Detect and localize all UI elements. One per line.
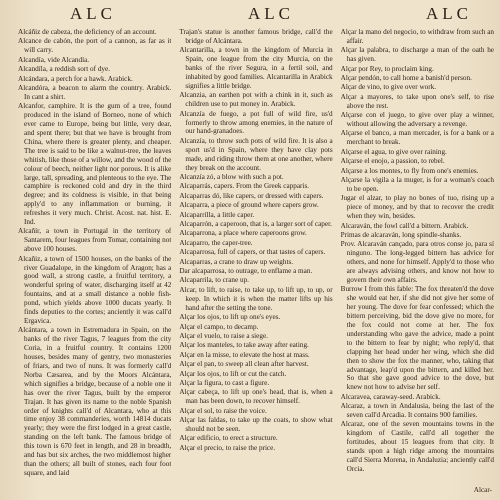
dictionary-entry: Alcanfor, camphire. It is the gum of a tree, found produced in the island of Borneo, none of which ever came to Europe, being but little, very dear, and spent there; but that we have is brought from China, where there is greater plenty, and cheaper. The tree is said to be like a walnut-tree, the leaves whitish, like those of a willow, and the wood of the colour of beech, neither light nor porous. It is alike large, tall, spreading, and plenteous to the eye. The camphire is reckoned cold and dry in the third degree; and its coldness is visible, in that being apply'd to any inflammation or burning, it refreshes it very much. Christ. Acost. nat. hist. E. Ind. xyxy=(18,102,172,227)
column-2 xyxy=(179,28,332,490)
dictionary-entry: Alçarse el banco, a man mercader, is for a bank or a merchant to break. xyxy=(340,129,494,147)
dictionary-entry: Alcaparrila, to crane up. xyxy=(179,276,249,285)
dictionary-entry: Alçar el precio, to raise the price. xyxy=(179,443,276,452)
dictionary-entry: Alcaparras dó, like capers, or dressed with capers. xyxy=(179,191,324,200)
dictionary-entry: Alçar los manteles, to take away after eating. xyxy=(179,341,309,350)
dictionary-entry: Alcañír, a town in Portugal in the territory of Santarem, four leagues from Tomar, containing not above 100 houses. xyxy=(18,227,172,254)
dictionary-entry: Alçar pendón, to call home a banish'd person. xyxy=(340,74,472,83)
dictionary-entry: Alçar los ojos, to lift or cut the catch. xyxy=(179,369,287,378)
dictionary-entry: Alcanzía zó, a blow with such a pot. xyxy=(179,173,284,181)
text-columns xyxy=(0,28,500,490)
dictionary-entry: Alçar las faldas, to take up the coats, to show what should not be seen. xyxy=(179,416,333,433)
dictionary-entry: Alçar el pan, to sweep all clean after harvest. xyxy=(179,360,309,369)
dictionary-entry: Alçarse con el juego, to give over play a winner, without allowing the adversary a revenge. xyxy=(340,111,494,129)
dictionary-entry: Alcandía, vide Alcandía. xyxy=(18,55,90,64)
dictionary-entry: Alçar a mayores, to take upon one's self, to rise above the rest. xyxy=(340,92,494,110)
dictionary-entry: Dar alcaparrosa, to outrage, to enflame a man. xyxy=(179,267,313,276)
dictionary-entry: Alcantarilla, a town in the kingdom of Murcia in Spain, one league from the city Murcia, on the banks of the river Segura, in a fertil soil, and inhabited by good families. Alcantarilla in Arabick signifies a little bridge. xyxy=(179,46,333,90)
dictionary-entry: Alçar en la misse, to elevate the host at mass. xyxy=(179,350,310,359)
dictionary-entry: Alçar cabeça, to lift up one's head, that is, when a man has been down, to recover himself. xyxy=(179,388,333,406)
dictionary-entry: Alçar la palabra, to discharge a man of the oath he has given. xyxy=(340,46,494,64)
dictionary-entry: Burrow I from this fable: The fox threaten'd the dove she would eat her, if she did not give her some of her young. The dove for fear confessed; which the bittern perceiving, bid the dove give no more, for the fox could not come at her. The fox understanding who gave the advice, made a point to the bittern to fear by night; who reply'd, that clapping her head under her wing, which she did then to show the fox the manner, who, taking that advantage, leap'd upon the bittern, and killed her. So that she gave good advice to the dove, but knew not how to advise her self. xyxy=(340,285,494,392)
dictionary-entry: Alcar, to lift, to raise, to take up, to lift up, to up, or keep. In which it is when the matter lifts up his hand after the setting the tone. xyxy=(179,285,333,312)
header-right: ALC xyxy=(426,4,472,23)
dictionary-entry: Alçarse el enojo, a passion, to rebel. xyxy=(340,157,445,166)
dictionary-entry: Alcaraván, the fowl call'd a bittern. Arabick. xyxy=(340,221,469,230)
dictionary-entry: Alcandíla, a reddish sort of dye. xyxy=(18,65,111,74)
header-center: ALC xyxy=(248,4,294,23)
dictionary-entry: Alcántara, a town in Estremadura in Spain, on the banks of the river Tagus, 7 leagues from the city Coria, in a fruitful country. It contains 1200 houses, besides many of gentry, two monasteries of friars, and two of nuns. It was formerly call'd Norba Cæsarea, and by the Moors Alcántara, which signifies a bridge, because of a noble one it has over the river Tagus, built by the emperor Trajan. It has given its name to the noble Spanish order of knights call'd of Alcantara, who at this time enjoy 38 commanderies, worth 14814 ducats yearly; they were the first lodged in a great castle, standing on the left bank. The famous bridge of this town is 670 feet in length, and 28 in breadth, and has but six arches, the two middlemost higher than the others; all built of stones, each four foot square, and laid xyxy=(18,326,172,477)
dictionary-entry: Alcandóra, a beacon to alarm the country. Arabick. In cant a shirt. xyxy=(18,83,172,101)
dictionary-entry: Alcaparra, a piece of ground where capers grow. xyxy=(179,201,319,210)
dictionary-entry: Alçar la figura, to cast a figure. xyxy=(179,378,270,387)
dictionary-entry: Alçar el sol, to raise the voice. xyxy=(179,406,267,415)
dictionary-entry: Alcanzía de fuego, a pot full of wild fire, us'd formerly to throw among enemies, in the nature of our hand-granadoes. xyxy=(179,109,333,136)
dictionary-entry: Alçarse la vigila a la muger, is for a woman's coach to be open. xyxy=(340,176,494,193)
dictionary-entry: Alçar el campo, to decamp. xyxy=(179,322,259,331)
dictionary-entry: Alcaparrás, capers. From the Greek capparis. xyxy=(179,182,310,191)
dictionary-entry: Alcaraz, a town in Andalusia, being the last of the seven call'd Arcadia. It contains 900 families. xyxy=(340,402,494,420)
dictionary-entry: Alçar el vuelo, to raise a siege. xyxy=(179,331,268,340)
dictionary-entry: Alcaraz, one of the seven mountains towns in the kingdom of Castile, call'd all together the fortitudes, about 15 leagues from that city. It stands upon a high ridge among the mountains call'd Sierra Morena, in Andaluzia; anciently call'd Orcia. xyxy=(340,420,494,473)
dictionary-entry: Prov. Alcaraván cançado, para otros conse jo, para sí ninguno. The long-legged bittern has advice for others, and none for himself. Apply'd to those who are always advising others, and know not how to govern their own affairs. xyxy=(340,240,494,284)
dictionary-entry: Alcaravea, caraway-seed. Arabick. xyxy=(340,392,441,401)
dictionary-entry: Alçar por Rey, to proclaim king. xyxy=(340,64,434,73)
dictionary-entry: Alcaparras, a crane to draw up weights. xyxy=(179,257,294,266)
dictionary-entry: Alcaparrosa, full of capers, or that tastes of capers. xyxy=(179,248,326,257)
dictionary-entry: Alçarse a los montes, to fly from one's enemies. xyxy=(340,166,479,175)
column-3 xyxy=(341,28,494,490)
dictionary-entry: Alcañiz, a town of 1500 houses, on the banks of the river Guadalope, in the kingdom of Aragon; has a good wall, a strong castle, a fruitful territory, a wonderful spring of water, discharging itself at 42 fountains, and at a small distance a noble fish-pond, which yields above 1000 ducats yearly. It finds deputies to the cortes; anciently it was call'd Ergavica. xyxy=(18,254,172,325)
header-left: ALC xyxy=(70,4,116,23)
dictionary-entry: Alcándara, a perch for a hawk. Arabick. xyxy=(18,74,133,83)
dictionary-entry: Jugar el alzar, to play no bones of tuo, rising up a piece of money, and by that to recover the credit when they win, besides. xyxy=(340,194,494,221)
dictionary-entry: Alcaparrona, a place where caperoons grow. xyxy=(179,229,307,238)
running-header xyxy=(0,4,500,26)
dictionary-entry: Alçar la mano del negocio, to withdraw from such an affair. xyxy=(340,28,494,45)
dictionary-entry: Alcáñiz de cabeza, the deficiency of an account. xyxy=(18,28,157,36)
dictionary-entry: Alcaparrón, a caperoon, that is, a larger sort of caper. xyxy=(179,220,332,229)
dictionary-entry: Alcaparro, the caper-tree. xyxy=(179,238,253,247)
dictionary-entry: Primas de alcaraván, long spindle-shanks. xyxy=(340,230,462,239)
dictionary-entry: Alcaparrílla, a little caper. xyxy=(179,210,255,219)
dictionary-entry: Trajan's statue is another famous bridge, call'd the bridge of Alcántara. xyxy=(179,28,333,45)
dictionary-entry: Alcanzia, an earthen pot with a chink in it, such as children use to put money in. Arabick. xyxy=(179,91,333,109)
dictionary-entry: Alcance de cabón, the port of a cannon, as far as it will carry. xyxy=(18,37,172,55)
dictionary-entry: Alçar los ojos, to lift up one's eyes. xyxy=(179,313,281,322)
dictionary-entry: Alçar edificio, to erect a structure. xyxy=(179,434,278,443)
dictionary-entry: Alçarse el agua, to give over raining. xyxy=(340,147,447,156)
dictionary-entry: Alcanzía, to throw such pots of wild fire. It is also a sport us'd in Spain, where they have clay pots made, and riding throw them at one another, where they break on the account. xyxy=(179,136,333,172)
catchword: Alcar- xyxy=(473,486,492,494)
dictionary-entry: Alçar de vino, to give over work. xyxy=(340,83,437,92)
column-1 xyxy=(18,28,171,490)
